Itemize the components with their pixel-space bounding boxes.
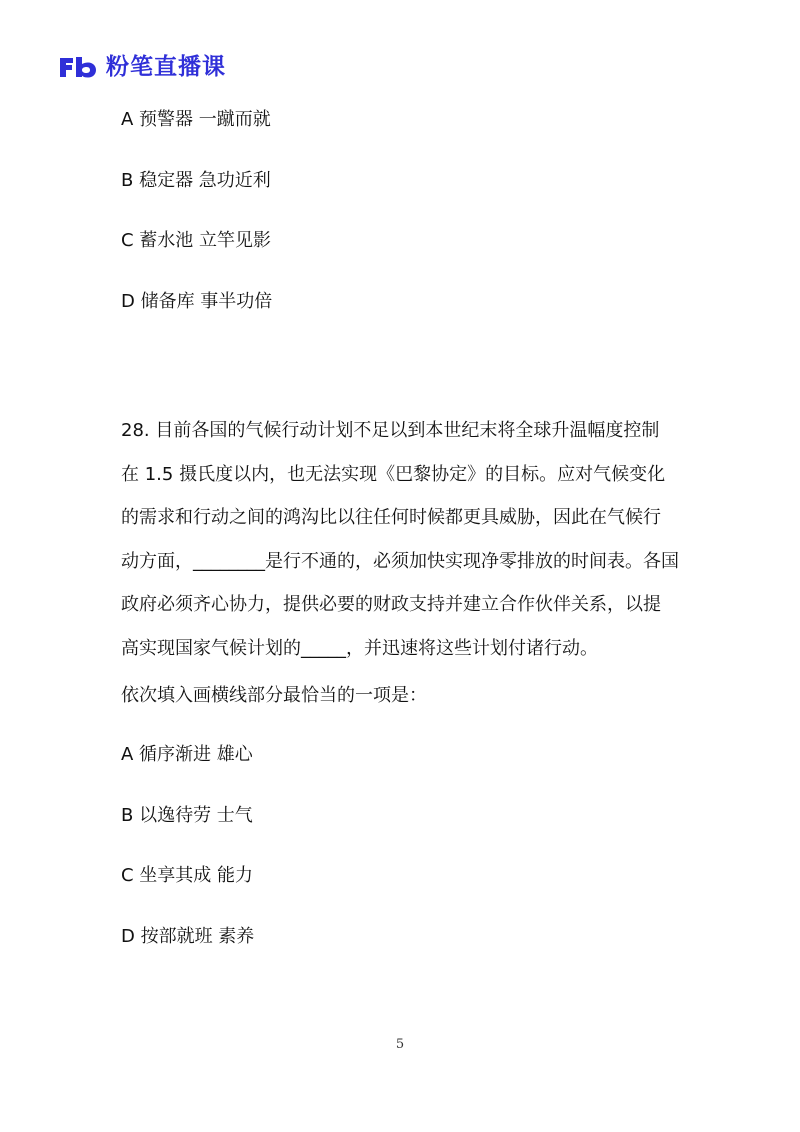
q28-question-stem	[121, 409, 679, 670]
q27-option-d: D 储备库 事半功倍	[121, 291, 273, 312]
page-number: 5	[395, 1037, 405, 1052]
q28-stem-line: 28. 目前各国的气候行动计划不足以到本世纪末将全球升温幅度控制	[121, 420, 660, 441]
q28-prompt: 依次填入画横线部分最恰当的一项是：	[121, 685, 427, 706]
fenbi-logo-icon	[58, 55, 98, 79]
q27-option-c: C 蓄水池 立竿见影	[121, 230, 272, 251]
q28-option-d: D 按部就班 素养	[121, 926, 255, 947]
brand-name: 粉笔直播课	[106, 54, 226, 80]
q27-option-a: A 预警器 一蹴而就	[121, 109, 271, 130]
brand-logo	[58, 52, 226, 82]
q28-stem-line: 政府必须齐心协力，提供必要的财政支持并建立合作伙伴关系，以提	[121, 594, 661, 615]
q28-option-a: A 循序渐进 雄心	[121, 744, 253, 765]
q27-option-b: B 稳定器 急功近利	[121, 170, 271, 191]
q28-stem-line: 高实现国家气候计划的_____，并迅速将这些计划付诸行动。	[121, 637, 598, 659]
q28-stem-line: 在 1.5 摄氏度以内，也无法实现《巴黎协定》的目标。应对气候变化	[121, 463, 666, 485]
q28-stem-line: 动方面，________是行不通的，必须加快实现净零排放的时间表。各国	[121, 550, 679, 572]
q28-option-b: B 以逸待劳 士气	[121, 805, 253, 826]
q28-stem-line: 的需求和行动之间的鸿沟比以往任何时候都更具威胁，因此在气候行	[121, 507, 661, 528]
q28-option-c: C 坐享其成 能力	[121, 865, 254, 886]
